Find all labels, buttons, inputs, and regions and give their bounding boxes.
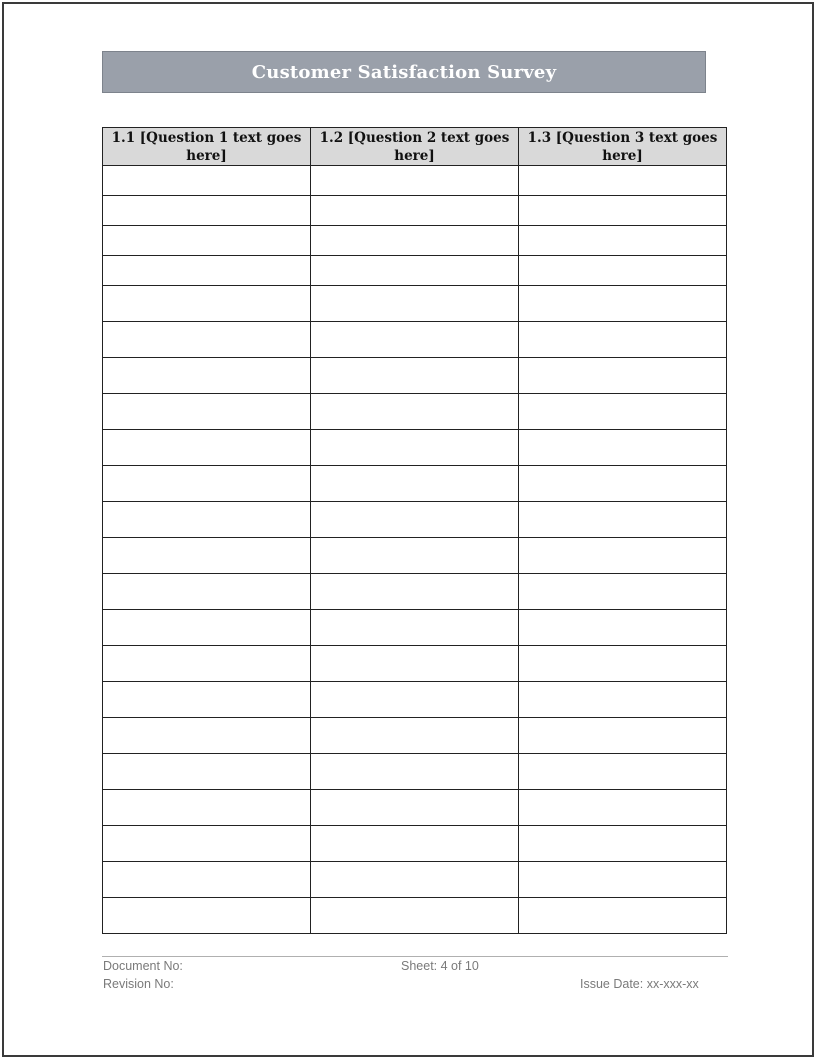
response-cell[interactable] [519, 754, 727, 790]
survey-table [102, 127, 727, 934]
table-row [103, 430, 727, 466]
response-cell[interactable] [311, 256, 519, 286]
response-cell[interactable] [103, 682, 311, 718]
response-cell[interactable] [311, 322, 519, 358]
response-cell[interactable] [103, 898, 311, 934]
table-row [103, 538, 727, 574]
response-cell[interactable] [311, 538, 519, 574]
footer-divider [102, 956, 728, 957]
response-cell[interactable] [103, 196, 311, 226]
response-cell[interactable] [519, 574, 727, 610]
response-cell[interactable] [103, 646, 311, 682]
response-cell[interactable] [103, 466, 311, 502]
response-cell[interactable] [103, 226, 311, 256]
response-cell[interactable] [311, 226, 519, 256]
table-row [103, 646, 727, 682]
response-cell[interactable] [311, 646, 519, 682]
response-cell[interactable] [519, 610, 727, 646]
response-cell[interactable] [311, 466, 519, 502]
column-header-question-3: 1.3 [Question 3 text goes here] [519, 128, 727, 166]
response-cell[interactable] [519, 502, 727, 538]
table-row [103, 718, 727, 754]
footer-revision-no: Revision No: [103, 977, 174, 991]
table-row [103, 196, 727, 226]
table-row [103, 322, 727, 358]
response-cell[interactable] [103, 166, 311, 196]
title-banner [102, 51, 706, 93]
response-cell[interactable] [519, 718, 727, 754]
column-header-question-1: 1.1 [Question 1 text goes here] [103, 128, 311, 166]
table-row [103, 790, 727, 826]
table-row [103, 466, 727, 502]
response-cell[interactable] [311, 862, 519, 898]
response-cell[interactable] [103, 826, 311, 862]
response-cell[interactable] [519, 226, 727, 256]
response-cell[interactable] [311, 574, 519, 610]
response-cell[interactable] [311, 790, 519, 826]
response-cell[interactable] [311, 166, 519, 196]
footer-document-no: Document No: [103, 959, 183, 973]
table-row [103, 502, 727, 538]
table-row [103, 358, 727, 394]
document-title: Customer Satisfaction Survey [251, 61, 557, 83]
table-row [103, 682, 727, 718]
response-cell[interactable] [519, 826, 727, 862]
response-cell[interactable] [311, 430, 519, 466]
response-cell[interactable] [103, 610, 311, 646]
response-cell[interactable] [103, 322, 311, 358]
response-cell[interactable] [519, 430, 727, 466]
table-row [103, 574, 727, 610]
response-cell[interactable] [311, 502, 519, 538]
response-cell[interactable] [311, 718, 519, 754]
response-cell[interactable] [519, 394, 727, 430]
document-page [2, 2, 814, 1057]
response-cell[interactable] [519, 538, 727, 574]
response-cell[interactable] [311, 358, 519, 394]
table-row [103, 286, 727, 322]
response-cell[interactable] [311, 898, 519, 934]
response-cell[interactable] [519, 322, 727, 358]
table-row [103, 256, 727, 286]
response-cell[interactable] [519, 286, 727, 322]
response-cell[interactable] [519, 646, 727, 682]
response-cell[interactable] [103, 286, 311, 322]
footer-issue-date: Issue Date: xx-xxx-xx [580, 977, 699, 991]
table-body [103, 166, 727, 934]
table-row [103, 898, 727, 934]
response-cell[interactable] [519, 466, 727, 502]
column-header-question-2: 1.2 [Question 2 text goes here] [311, 128, 519, 166]
response-cell[interactable] [311, 682, 519, 718]
table-row [103, 394, 727, 430]
response-cell[interactable] [103, 430, 311, 466]
table-header-row [103, 128, 727, 166]
response-cell[interactable] [311, 754, 519, 790]
response-cell[interactable] [103, 790, 311, 826]
footer-sheet-number: Sheet: 4 of 10 [401, 959, 479, 973]
response-cell[interactable] [103, 394, 311, 430]
response-cell[interactable] [519, 862, 727, 898]
table-row [103, 610, 727, 646]
response-cell[interactable] [103, 502, 311, 538]
response-cell[interactable] [103, 862, 311, 898]
response-cell[interactable] [519, 256, 727, 286]
response-cell[interactable] [311, 610, 519, 646]
response-cell[interactable] [103, 358, 311, 394]
response-cell[interactable] [103, 256, 311, 286]
table-row [103, 166, 727, 196]
table-row [103, 226, 727, 256]
response-cell[interactable] [311, 826, 519, 862]
response-cell[interactable] [519, 166, 727, 196]
response-cell[interactable] [103, 574, 311, 610]
response-cell[interactable] [103, 538, 311, 574]
response-cell[interactable] [311, 286, 519, 322]
response-cell[interactable] [519, 682, 727, 718]
response-cell[interactable] [519, 358, 727, 394]
response-cell[interactable] [519, 196, 727, 226]
response-cell[interactable] [519, 898, 727, 934]
response-cell[interactable] [311, 394, 519, 430]
response-cell[interactable] [311, 196, 519, 226]
table-row [103, 826, 727, 862]
table-row [103, 862, 727, 898]
response-cell[interactable] [103, 718, 311, 754]
response-cell[interactable] [519, 790, 727, 826]
response-cell[interactable] [103, 754, 311, 790]
table-row [103, 754, 727, 790]
